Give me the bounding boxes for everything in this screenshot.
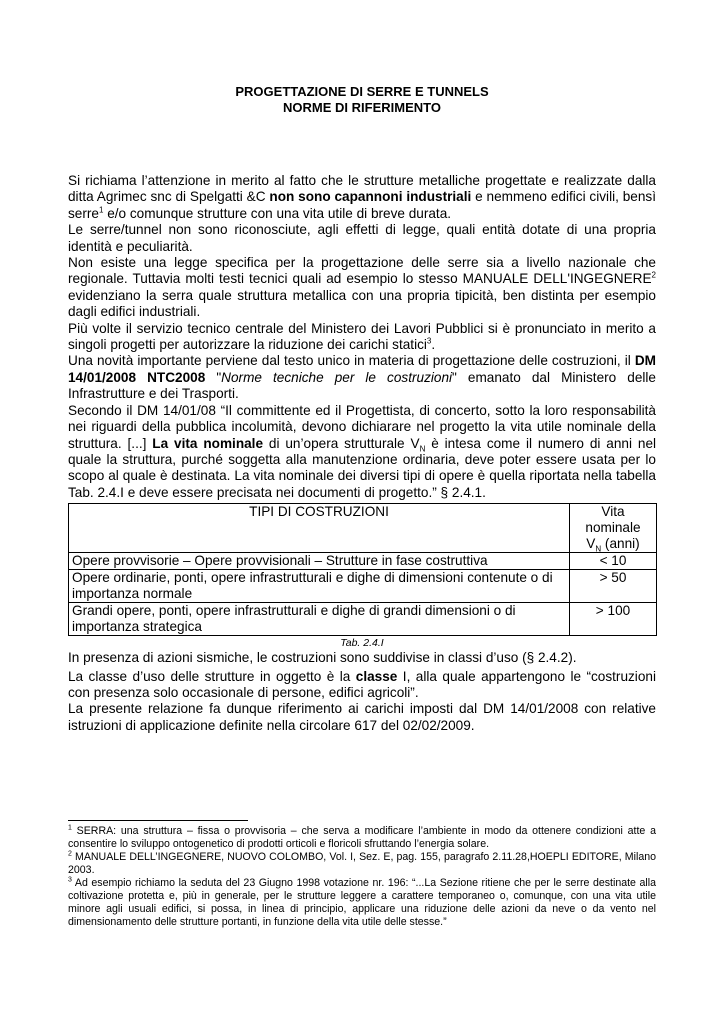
paragraph-4 (68, 321, 656, 354)
header-life-line-2: nominale (585, 520, 641, 536)
p3-text-a: Non esiste una legge specifica per la progettazione delle serre sia a livello nazionale che regionale. Tuttavia molti testi tecnici quali ad esempio lo stesso MANUALE DELL'INGEGNERE (68, 255, 656, 287)
p5-text-e: " emanato dal Ministero delle Infrastrutture e dei Trasporti. (68, 369, 656, 402)
table-cell-life: > 50 (570, 570, 657, 603)
p6-text-c: di un’opera strutturale V (263, 435, 420, 451)
p1-text-d: e/o comunque strutture con una vita utile di breve durata. (103, 205, 452, 221)
p1-bold: non sono capannoni industriali (269, 189, 472, 205)
p3-text-b: evidenziano la serra quale struttura metallica con una propria tipicità, ben distinta per esempio dagli edifici industriali. (68, 287, 656, 320)
footnote-text: MANUALE DELL’INGEGNERE, NUOVO COLOMBO, Vol. I, Sez. E, pag. 155, paragrafo 2.11.28,HOEPLI EDITORE, Milano 2003. (68, 851, 656, 876)
footnote-text: Ad esempio richiamo la seduta del 23 Giugno 1998 votazione nr. 196: “...La Sezione ritiene che per le serre destinate alla coltivazione protetta e, più in generale, per le strutture leggere a carattere temporaneo o, comunque, con una vita utile minore agli usuali edifici, si possa, in linea di principio, applicare una riduzione delle azioni da neve o da vento nel dimensionamento delle strutture portanti, in funzione della vita utile delle stesse.” (68, 877, 656, 928)
paragraph-5 (68, 353, 656, 402)
header-life-v: V (586, 536, 596, 552)
table-caption (68, 636, 656, 650)
footnotes (68, 820, 656, 929)
footnote-number: 2 (68, 850, 72, 858)
p6-text-d: è intesa come il numero di anni nel quale la struttura, purché soggetta alla manutenzione ordinaria, deve poter essere usata per lo scopo al quale è destinata. La vita nominale dei diversi tipi di opere è quella riportata nella tabella Tab. 2.4. (68, 435, 657, 500)
header-life-years: (anni) (601, 536, 640, 552)
footnote-text: SERRA: una struttura – fissa o provvisoria – che serva a modificare l’ambiente in modo da ottenere condizioni atte a consentire lo sviluppo ontogenetico di prodotti orticoli e floricoli sfruttando l’energia solare. (68, 825, 656, 850)
table-row (69, 553, 657, 570)
footnote-ref-1: 1 (98, 205, 104, 215)
footnote-2 (68, 851, 656, 877)
paragraph-after-1: In presenza di azioni sismiche, le costruzioni sono suddivise in classi d’uso (§ 2.4.2). (68, 650, 577, 666)
header-life-line-3 (573, 536, 653, 552)
a2-roman: I (397, 668, 407, 684)
document-body (68, 173, 656, 734)
footnote-number: 1 (68, 824, 72, 832)
table-cell-life: > 100 (570, 603, 657, 636)
p6-bold: La vita nominale (152, 435, 264, 451)
table-cell-type: Opere ordinarie, ponti, opere infrastrutturali e dighe di dimensioni contenute o di importanza normale (69, 570, 570, 603)
p6-roman: I (120, 484, 124, 500)
p5-text-c: " (205, 369, 222, 385)
caption-roman: I (380, 637, 384, 650)
title-line-1: PROGETTAZIONE DI SERRE E TUNNELS (235, 84, 489, 99)
p5-italic: Norme tecniche per le costruzioni (221, 369, 453, 385)
table-cell-type: Grandi opere, ponti, opere infrastrutturali e dighe di grandi dimensioni o di importanza strategica (69, 603, 570, 636)
p6-subscript: N (419, 444, 426, 454)
table-row (69, 570, 657, 603)
header-life-line-1: Vita (601, 504, 625, 520)
p5-bold: DM 14/01/2008 NTC2008 (68, 353, 656, 385)
footnote-3 (68, 877, 656, 929)
paragraph-after-3: La presente relazione fa dunque riferimento ai carichi imposti dal DM 14/01/2008 con relative istruzioni di applicazione definite nella circolare 617 del 02/02/2009. (68, 701, 656, 733)
paragraph-3 (68, 255, 656, 321)
table-header-row (69, 504, 657, 553)
paragraph-2: Le serre/tunnel non sono riconosciute, agli effetti di legge, quali entità dotate di una propria identità e peculiarità. (68, 222, 656, 254)
title-line-2: NORME DI RIFERIMENTO (283, 100, 441, 115)
footnote-1 (68, 825, 656, 851)
p4-text-a: Più volte il servizio tecnico centrale del Ministero dei Lavori Pubblici si è pronunciato in merito a singoli progetti per autorizzare la riduzione dei carichi statici (68, 320, 656, 353)
table-cell-life: < 10 (570, 553, 657, 570)
a2-text-a: La classe d’uso delle strutture in oggetto è la (68, 668, 356, 684)
a2-bold: classe (355, 668, 398, 684)
table-cell-type: Opere provvisorie – Opere provvisionali – Strutture in fase costruttiva (69, 553, 570, 570)
p6-text-a: Secondo il DM 14/01/08 “Il committente ed il Progettista, di concerto, sotto la loro responsabilità nei riguardi della pubblica incolumità, devono dichiarare nel progetto la vita utile nominale della struttura. [...] (68, 402, 656, 451)
paragraph-1 (68, 173, 656, 222)
paragraph-after-2 (68, 669, 656, 702)
construction-types-table (68, 503, 657, 636)
p1-text-c: e nemmeno edifici civili, bensì serre (68, 189, 656, 221)
p1-text-a: Si richiama l’attenzione in merito al fatto che le strutture metalliche progettate e realizzate dalla ditta Agrimec snc di Spelgatti &C (68, 173, 656, 205)
footnote-ref-2: 2 (651, 270, 656, 280)
a2-text-d: , alla quale appartengono le “costruzioni con presenza solo occasionale di persone, edifici agricoli”. (68, 668, 656, 700)
p4-text-b: . (431, 337, 436, 353)
footnote-number: 3 (68, 876, 72, 884)
p6-text-e: e deve essere precisata nei documenti di progetto.” § 2.4.1. (123, 484, 486, 500)
header-life-sub: N (595, 544, 602, 554)
document-title (0, 84, 724, 116)
p5-text-a: Una novità importante perviene dal testo unico in materia di progettazione delle costruzioni, il (68, 353, 635, 369)
table-header-life (570, 504, 657, 553)
footnote-separator (68, 820, 248, 821)
caption-text: Tab. 2.4. (340, 637, 381, 650)
table-header-type: TIPI DI COSTRUZIONI (69, 504, 570, 553)
footnote-ref-3: 3 (426, 336, 432, 346)
paragraph-6 (68, 403, 656, 501)
table-row (69, 603, 657, 636)
